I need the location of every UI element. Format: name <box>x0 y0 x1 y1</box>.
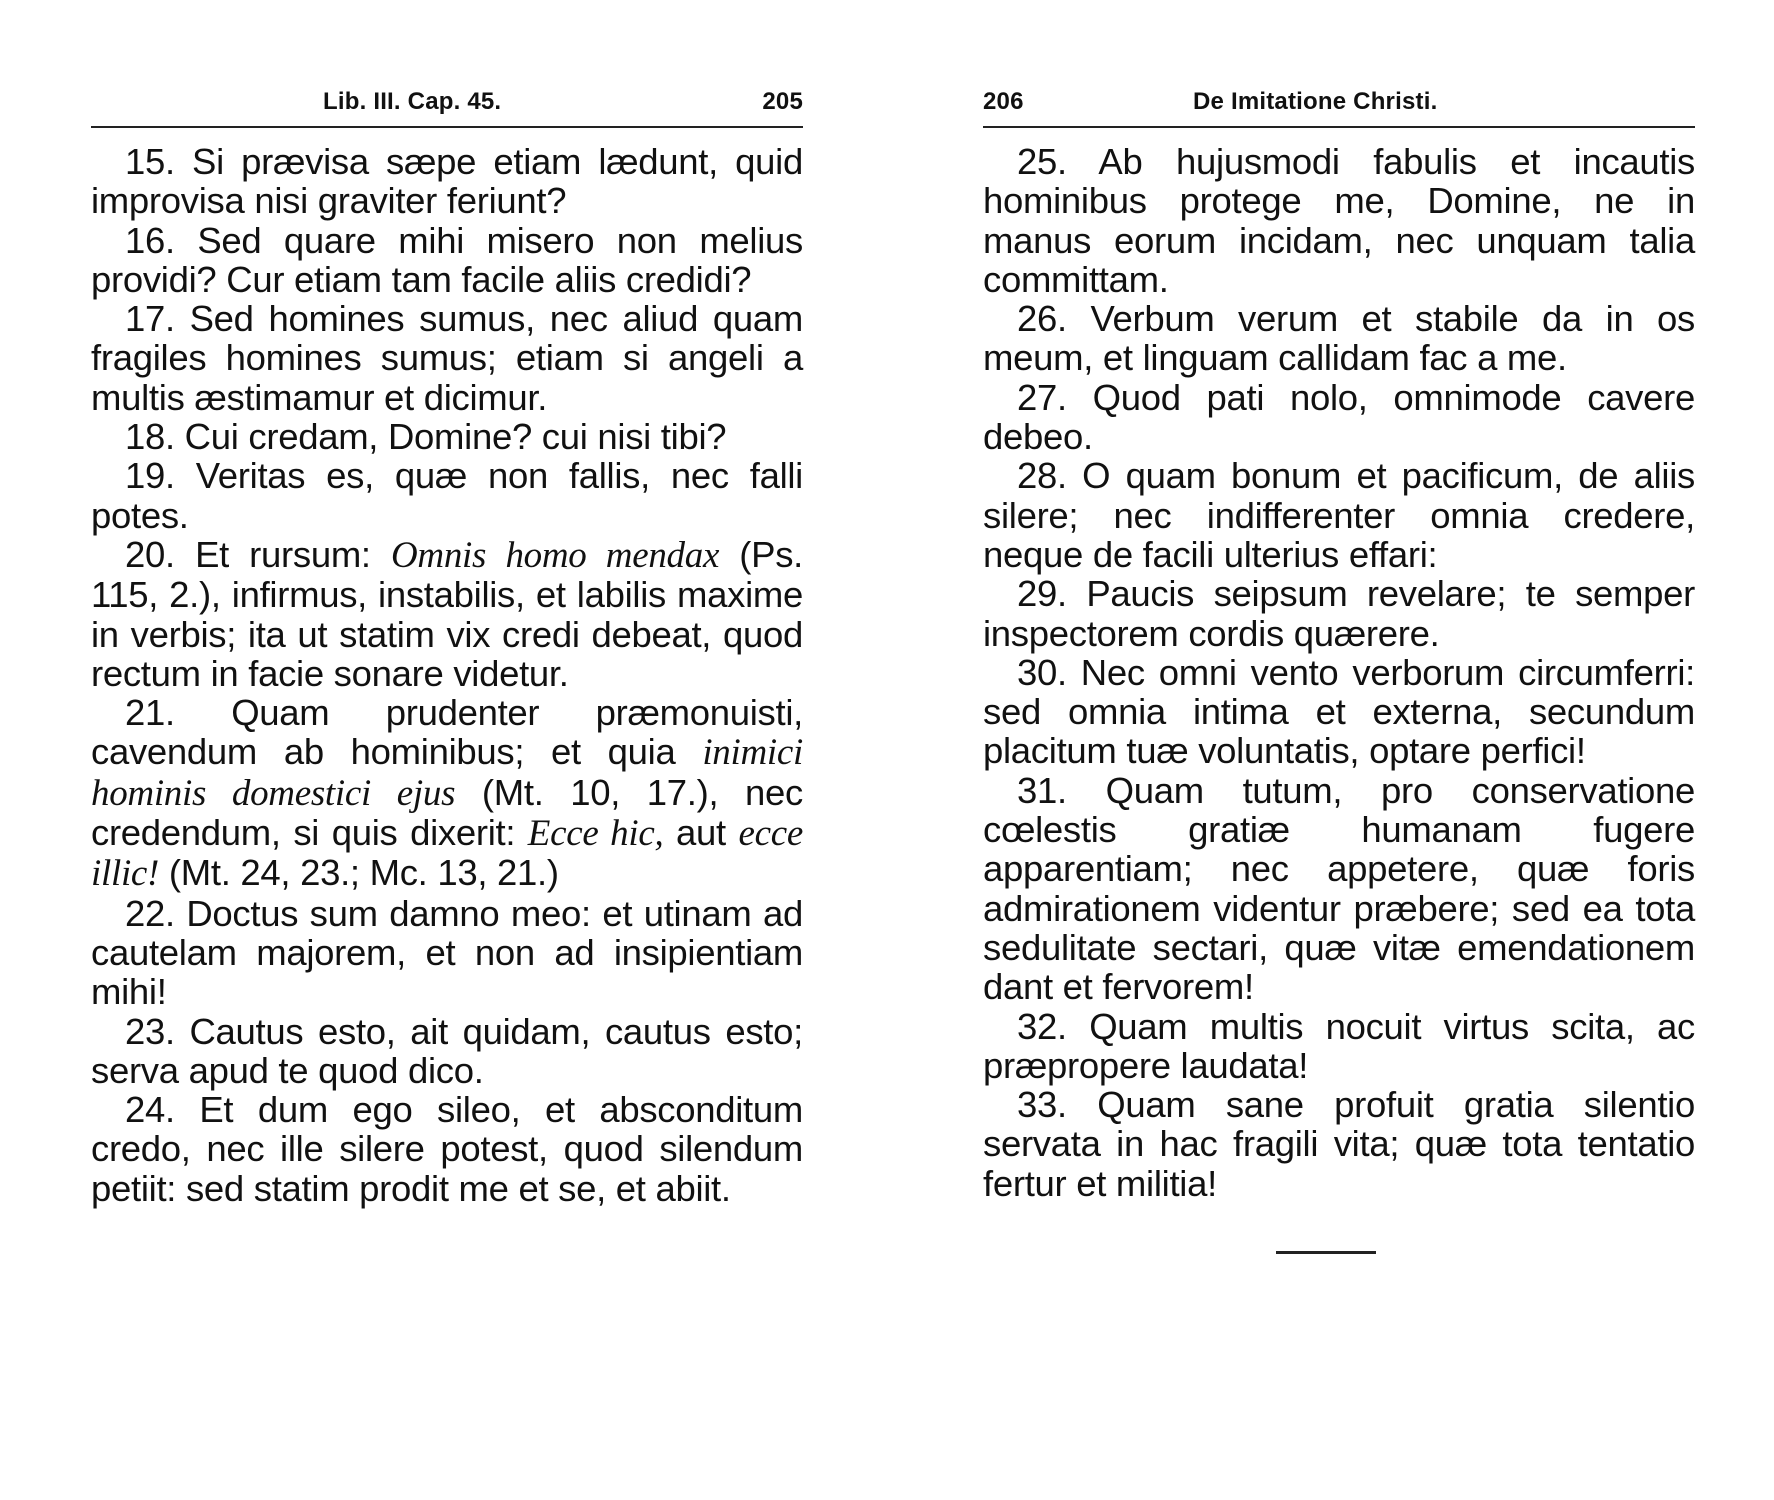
verse-paragraph <box>91 535 803 693</box>
verse-number: 25. <box>1017 141 1067 182</box>
verse-number: 31. <box>1017 769 1067 811</box>
verse-paragraph <box>91 693 803 893</box>
right-page-header <box>983 84 1695 122</box>
verse-text: Si prævisa sæpe etiam lædunt, quid improvisa nisi graviter feriunt? <box>91 141 803 222</box>
chapter-end-rule <box>1276 1251 1376 1254</box>
verse-text: (Mt. 10, 17.), nec credendum, si quis dixerit: <box>91 771 803 854</box>
verse-text: (Ps. 115, 2.), infirmus, instabilis, et labilis maxime in verbis; ita ut statim vix credi debeat, quod rectum in facie sonare videtur. <box>91 533 803 694</box>
header-rule <box>983 126 1695 128</box>
verse-text: (Mt. 24, 23.; Mc. 13, 21.) <box>159 852 559 894</box>
verse-paragraph <box>983 1085 1695 1203</box>
verse-number: 16. <box>125 219 175 261</box>
verse-text: O quam bonum et pacificum, de aliis silere; nec indifferenter omnia credere, neque de facili ulterius effari: <box>983 455 1695 575</box>
verse-number: 28. <box>1017 455 1067 497</box>
verse-paragraph <box>91 1012 803 1091</box>
page-number: 206 <box>983 88 1024 115</box>
verse-paragraph <box>983 771 1695 1007</box>
verse-number: 27. <box>1017 376 1067 418</box>
left-page <box>91 0 803 1208</box>
verse-paragraph <box>983 1007 1695 1086</box>
verse-paragraph <box>983 456 1695 574</box>
verse-text: aut <box>663 812 739 854</box>
verse-paragraph <box>91 1090 803 1208</box>
verse-text: Nec omni vento verborum circumferri: sed omnia intima et externa, secundum placitum tuæ voluntatis, optare perfici! <box>983 651 1695 772</box>
verse-number: 29. <box>1017 573 1067 615</box>
verse-text: Sed quare mihi misero non melius providi? Cur etiam tam facile aliis credidi? <box>91 219 803 300</box>
verse-paragraph <box>983 574 1695 653</box>
left-page-header <box>91 84 803 122</box>
right-page-text <box>983 142 1695 1203</box>
verse-paragraph <box>91 456 803 535</box>
verse-number: 24. <box>125 1089 175 1131</box>
verse-text: Quod pati nolo, omnimode cavere debeo. <box>983 376 1695 458</box>
running-head: De Imitatione Christi. <box>1193 88 1438 115</box>
verse-number: 15. <box>125 141 175 182</box>
verse-text: Quam prudenter præmonuisti, cavendum ab hominibus; et quia <box>91 692 803 773</box>
verse-text: Et rursum: <box>174 533 391 575</box>
verse-number: 30. <box>1017 651 1067 693</box>
verse-paragraph <box>91 142 803 221</box>
verse-text: Cautus esto, ait quidam, cautus esto; serva apud te quod dico. <box>91 1010 803 1091</box>
verse-number: 33. <box>1017 1084 1067 1126</box>
verse-paragraph <box>91 894 803 1012</box>
verse-paragraph <box>983 142 1695 299</box>
italic-quotation: inimici hominis domestici ejus <box>91 732 803 814</box>
verse-number: 23. <box>125 1010 175 1052</box>
italic-quotation: ecce illic! <box>91 813 803 895</box>
verse-text: Sed homines sumus, nec aliud quam fragiles homines sumus; etiam si angeli a multis æstimamur et dicimur. <box>91 298 803 418</box>
verse-text: Paucis seipsum revelare; te semper inspectorem cordis quærere. <box>983 573 1695 654</box>
verse-paragraph <box>91 221 803 300</box>
verse-text: Veritas es, quæ non fallis, nec falli potes. <box>91 455 803 536</box>
right-page <box>983 0 1695 1203</box>
verse-paragraph <box>91 299 803 417</box>
verse-number: 20. <box>125 533 175 575</box>
verse-number: 21. <box>125 692 175 734</box>
verse-text: Quam multis nocuit virtus scita, ac præpropere laudata! <box>983 1005 1695 1086</box>
verse-text: Verbum verum et stabile da in os meum, et linguam callidam fac a me. <box>983 298 1695 379</box>
verse-paragraph <box>91 417 803 456</box>
verse-text: Doctus sum damno meo: et utinam ad cautelam majorem, et non ad insipientiam mihi! <box>91 892 803 1013</box>
verse-number: 32. <box>1017 1005 1067 1047</box>
verse-text: Et dum ego sileo, et absconditum credo, nec ille silere potest, quod silendum petiit: sed statim prodit me et se, et abiit. <box>91 1089 803 1209</box>
verse-number: 26. <box>1017 298 1067 340</box>
verse-number: 19. <box>125 455 175 497</box>
left-page-text <box>91 142 803 1208</box>
verse-text: Ab hujusmodi fabulis et incautis hominibus protege me, Domine, ne in manus eorum incidam, nec unquam talia committam. <box>983 141 1695 300</box>
verse-paragraph <box>983 653 1695 771</box>
verse-text: Quam sane profuit gratia silentio servata in hac fragili vita; quæ tota tentatio fertur et militia! <box>983 1084 1695 1204</box>
running-head: Lib. III. Cap. 45. <box>323 88 502 115</box>
verse-paragraph <box>983 299 1695 378</box>
italic-quotation: Ecce hic, <box>527 813 664 855</box>
verse-number: 22. <box>125 892 175 934</box>
verse-number: 17. <box>125 298 175 340</box>
verse-text: Quam tutum, pro conservatione cœlestis gratiæ humanam fugere apparentiam; nec appetere, quæ foris admirationem videntur præbere; sed ea tota sedulitate sectari, quæ vitæ emendationem dant et fervorem! <box>983 769 1695 1008</box>
verse-number: 18. <box>125 416 175 458</box>
header-rule <box>91 126 803 128</box>
verse-paragraph <box>983 378 1695 457</box>
page-number: 205 <box>762 88 803 115</box>
italic-quotation: Omnis homo mendax <box>391 534 720 576</box>
verse-text: Cui credam, Domine? cui nisi tibi? <box>174 416 727 458</box>
